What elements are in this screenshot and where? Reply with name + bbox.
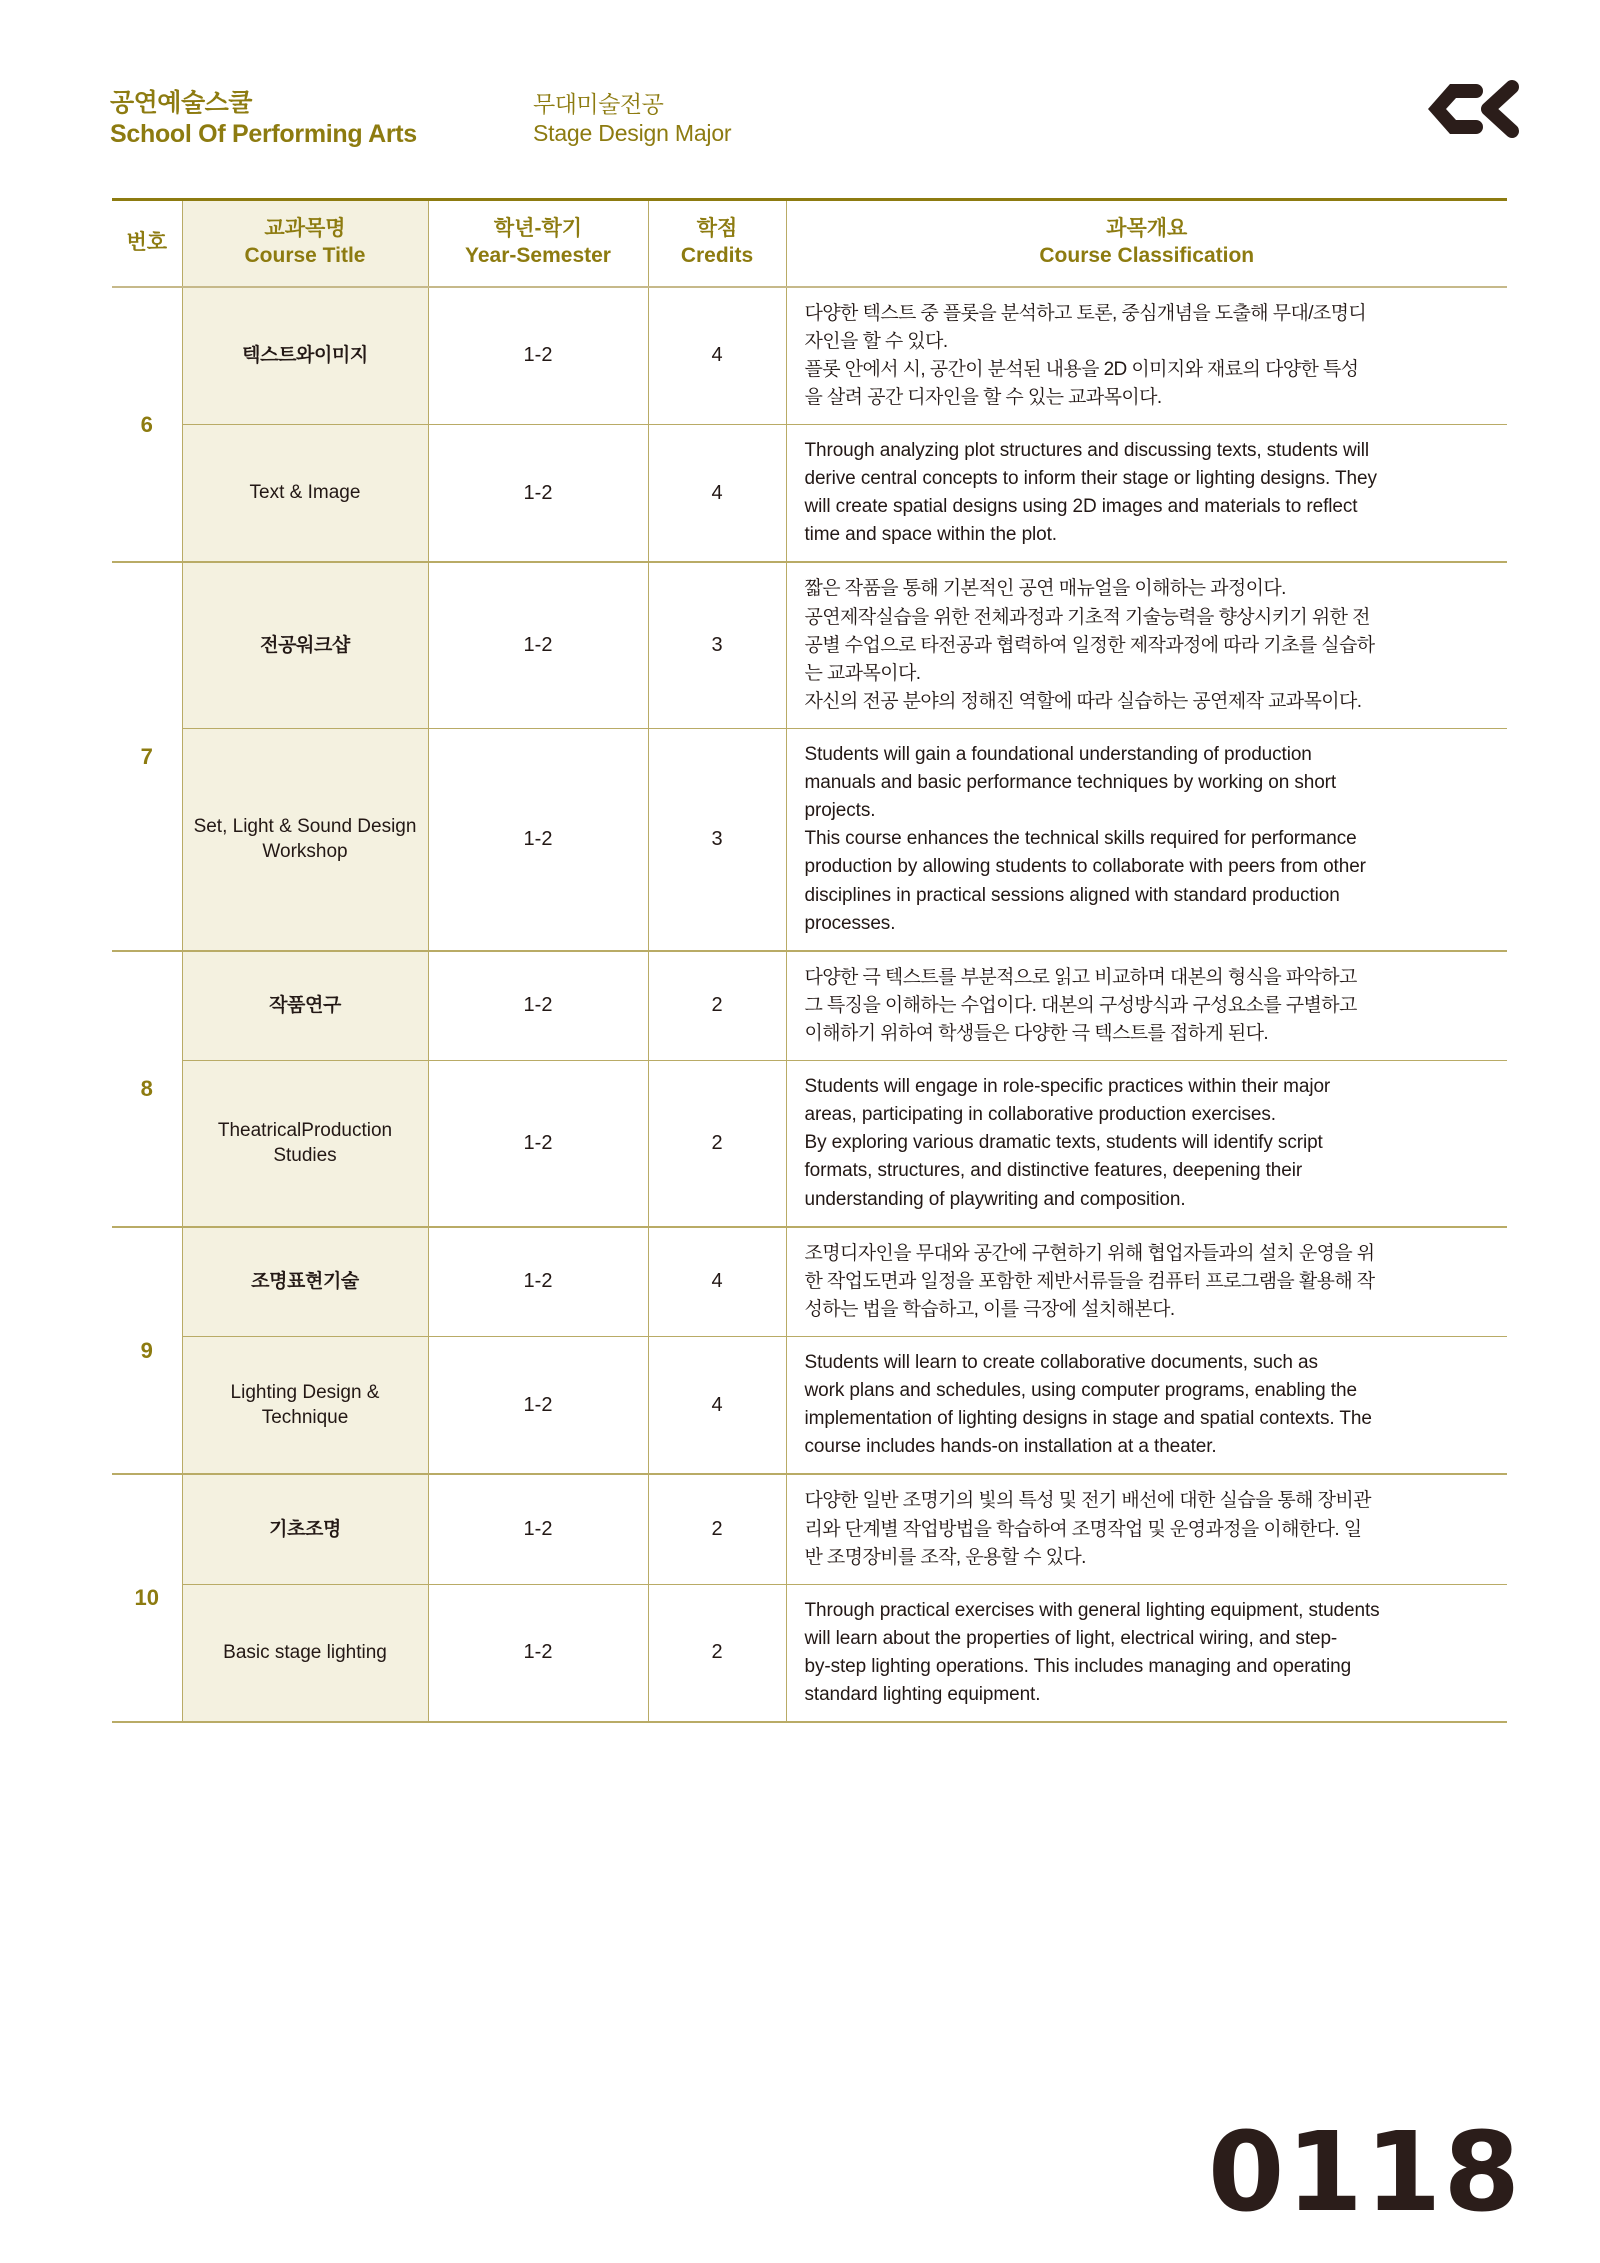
description-line: 자신의 전공 분야의 정해진 역할에 따라 실습하는 공연제작 교과목이다.	[804, 690, 1362, 712]
course-number: 7	[112, 562, 182, 950]
year-semester-value: 1-2	[428, 729, 648, 951]
description-line: understanding of playwriting and composition.	[804, 1188, 1186, 1210]
course-title-en: TheatricalProduction Studies	[182, 1061, 428, 1227]
credits-value: 4	[648, 425, 786, 563]
column-header-credits	[648, 200, 786, 287]
course-title-ko: 작품연구	[182, 951, 428, 1061]
description-line: 플롯 안에서 시, 공간이 분석된 내용을 2D 이미지와 재료의 다양한 특성	[804, 358, 1359, 380]
table-row	[112, 562, 1507, 728]
table-row	[112, 1061, 1507, 1227]
column-header-credits-en: Credits	[680, 244, 754, 268]
table-row	[112, 729, 1507, 951]
description-line: 자인을 할 수 있다.	[804, 330, 948, 352]
major-identity	[533, 90, 731, 148]
course-description-ko	[786, 1474, 1507, 1584]
table-row	[112, 1227, 1507, 1337]
description-line: 성하는 법을 학습하고, 이를 극장에 설치해본다.	[804, 1298, 1175, 1320]
description-line: 한 작업도면과 일정을 포함한 제반서류들을 컴퓨터 프로그램을 활용해 작	[804, 1270, 1375, 1292]
description-line: time and space within the plot.	[804, 524, 1057, 546]
course-title-ko: 조명표현기술	[182, 1227, 428, 1337]
column-header-course-title-en: Course Title	[244, 244, 366, 268]
description-line: areas, participating in collaborative production exercises.	[804, 1104, 1276, 1126]
column-header-course-title-ko: 교과목명	[264, 217, 346, 240]
major-name-english: Stage Design Major	[533, 119, 732, 146]
description-line: 다양한 극 텍스트를 부분적으로 읽고 비교하며 대본의 형식을 파악하고	[804, 966, 1357, 988]
course-title-ko: 텍스트와이미지	[182, 287, 428, 425]
credits-value: 2	[648, 1584, 786, 1722]
description-line: formats, structures, and distinctive features, deepening their	[804, 1160, 1303, 1182]
description-line: standard lighting equipment.	[804, 1684, 1041, 1706]
table-row	[112, 1336, 1507, 1474]
table-row	[112, 951, 1507, 1061]
course-description-en	[786, 1336, 1507, 1474]
description-line: Students will learn to create collaborative documents, such as	[804, 1351, 1318, 1373]
course-description-en	[786, 425, 1507, 563]
year-semester-value: 1-2	[428, 1061, 648, 1227]
course-description-en	[786, 729, 1507, 951]
description-line: projects.	[804, 800, 876, 822]
course-title-en: Text & Image	[182, 425, 428, 563]
description-line: processes.	[804, 912, 896, 934]
year-semester-value: 1-2	[428, 1584, 648, 1722]
course-number: 10	[112, 1474, 182, 1722]
ck-logo-icon	[1426, 78, 1522, 140]
column-header-year-semester	[428, 200, 648, 287]
table-row	[112, 1584, 1507, 1722]
description-line: disciplines in practical sessions aligned with standard production	[804, 884, 1340, 906]
description-line: will learn about the properties of light, electrical wiring, and step-	[804, 1627, 1338, 1649]
course-title-en: Basic stage lighting	[182, 1584, 428, 1722]
year-semester-value: 1-2	[428, 562, 648, 728]
course-description-en	[786, 1061, 1507, 1227]
credits-value: 2	[648, 951, 786, 1061]
description-line: 다양한 텍스트 중 플롯을 분석하고 토론, 중심개념을 도출해 무대/조명디	[804, 302, 1367, 324]
description-line: 이해하기 위하여 학생들은 다양한 극 텍스트를 접하게 된다.	[804, 1023, 1269, 1044]
description-line: 반 조명장비를 조작, 운용할 수 있다.	[804, 1546, 1086, 1568]
school-identity	[110, 88, 417, 149]
description-line: By exploring various dramatic texts, students will identify script	[804, 1132, 1323, 1154]
description-line: 다양한 일반 조명기의 빛의 특성 및 전기 배선에 대한 실습을 통해 장비관	[804, 1490, 1371, 1512]
course-title-ko: 전공워크샵	[182, 562, 428, 728]
year-semester-value: 1-2	[428, 425, 648, 563]
description-line: 리와 단계별 작업방법을 학습하여 조명작업 및 운영과정을 이해한다. 일	[804, 1518, 1362, 1540]
column-header-number-ko: 번호	[126, 230, 168, 254]
description-line: implementation of lighting designs in stage and spatial contexts. The	[804, 1408, 1372, 1430]
course-table	[112, 198, 1507, 1723]
column-header-credits-ko: 학점	[696, 217, 738, 240]
course-title-en: Lighting Design & Technique	[182, 1336, 428, 1474]
credits-value: 4	[648, 1227, 786, 1337]
description-line: derive central concepts to inform their stage or lighting designs. They	[804, 468, 1377, 490]
page-number: 0118	[1207, 2108, 1522, 2236]
description-line: by-step lighting operations. This includes managing and operating	[804, 1655, 1352, 1677]
year-semester-value: 1-2	[428, 951, 648, 1061]
credits-value: 3	[648, 729, 786, 951]
column-header-number	[112, 200, 182, 287]
description-line: 공연제작실습을 위한 전체과정과 기초적 기술능력을 향상시키기 위한 전	[804, 606, 1370, 628]
column-header-course-classification	[786, 200, 1507, 287]
description-line: Students will gain a foundational understanding of production	[804, 744, 1312, 766]
table-row	[112, 287, 1507, 425]
course-description-ko	[786, 287, 1507, 425]
course-description-en	[786, 1584, 1507, 1722]
description-line: production by allowing students to collaborate with peers from other	[804, 856, 1366, 878]
credits-value: 2	[648, 1061, 786, 1227]
major-name-korean: 무대미술전공	[533, 91, 664, 117]
school-name-english: School Of Performing Arts	[110, 119, 417, 148]
column-header-course-title	[182, 200, 428, 287]
credits-value: 4	[648, 287, 786, 425]
course-number: 8	[112, 951, 182, 1227]
credits-value: 4	[648, 1336, 786, 1474]
course-title-ko: 기초조명	[182, 1474, 428, 1584]
course-description-ko	[786, 951, 1507, 1061]
description-line: will create spatial designs using 2D images and materials to reflect	[804, 496, 1358, 518]
school-name-korean: 공연예술스쿨	[110, 89, 252, 117]
description-line: Through analyzing plot structures and discussing texts, students will	[804, 440, 1369, 462]
table-header-row	[112, 200, 1507, 287]
column-header-year-semester-en: Year-Semester	[465, 244, 611, 268]
year-semester-value: 1-2	[428, 1474, 648, 1584]
course-number: 9	[112, 1227, 182, 1475]
course-description-ko	[786, 562, 1507, 728]
description-line: Through practical exercises with general lighting equipment, students	[804, 1599, 1380, 1621]
description-line: course includes hands-on installation at a theater.	[804, 1436, 1217, 1458]
description-line: 는 교과목이다.	[804, 662, 921, 684]
course-description-ko	[786, 1227, 1507, 1337]
description-line: Students will engage in role-specific practices within their major	[804, 1076, 1331, 1098]
description-line: 짧은 작품을 통해 기본적인 공연 매뉴얼을 이해하는 과정이다.	[804, 578, 1286, 600]
column-header-course-classification-ko: 과목개요	[1106, 217, 1188, 240]
description-line: 공별 수업으로 타전공과 협력하여 일정한 제작과정에 따라 기초를 실습하	[804, 634, 1375, 656]
table-row	[112, 425, 1507, 563]
description-line: 을 살려 공간 디자인을 할 수 있는 교과목이다.	[804, 386, 1162, 408]
description-line: work plans and schedules, using computer programs, enabling the	[804, 1380, 1357, 1402]
column-header-course-classification-en: Course Classification	[1039, 244, 1255, 268]
column-header-year-semester-ko: 학년-학기	[493, 217, 583, 240]
credits-value: 3	[648, 562, 786, 728]
description-line: 조명디자인을 무대와 공간에 구현하기 위해 협업자들과의 설치 운영을 위	[804, 1242, 1375, 1264]
table-body	[112, 287, 1507, 1723]
table-row	[112, 1474, 1507, 1584]
credits-value: 2	[648, 1474, 786, 1584]
year-semester-value: 1-2	[428, 1227, 648, 1337]
year-semester-value: 1-2	[428, 1336, 648, 1474]
course-number: 6	[112, 287, 182, 563]
year-semester-value: 1-2	[428, 287, 648, 425]
page-header	[0, 88, 1600, 168]
description-line: manuals and basic performance techniques by working on short	[804, 772, 1337, 794]
course-title-en: Set, Light & Sound Design Workshop	[182, 729, 428, 951]
description-line: 그 특징을 이해하는 수업이다. 대본의 구성방식과 구성요소를 구별하고	[804, 994, 1357, 1016]
description-line: This course enhances the technical skills required for performance	[804, 828, 1357, 850]
